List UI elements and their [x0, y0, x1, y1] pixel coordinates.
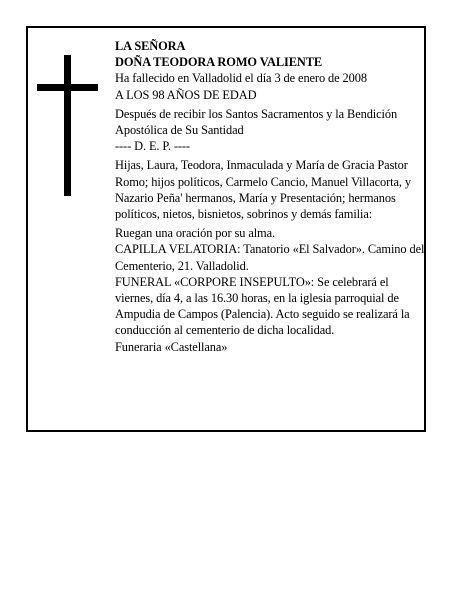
cross-icon-bar — [37, 84, 98, 91]
obituary-text — [115, 38, 427, 355]
cross-icon — [64, 55, 71, 196]
death-info: Ha fallecido en Valladolid el día 3 de enero de 2008 — [115, 71, 367, 86]
sacraments-line: Después de recibir los Santos Sacramentos y la Bendición Apostólica de Su Santidad — [115, 106, 398, 138]
deceased-name: DOÑA TEODORA ROMO VALIENTE — [115, 55, 323, 70]
funeral-paragraph: FUNERAL «CORPORE INSEPULTO»: Se celebrará el viernes, día 4, a las 16.30 horas, en la iglesia parroquial de Ampudia de Campos (Palencia). Acto seguido se realizará la conducción al cementerio de dicha localidad. — [115, 274, 410, 338]
funeral-home: Funeraria «Castellana» — [115, 339, 228, 354]
chapel-paragraph: CAPILLA VELATORIA: Tanatorio «El Salvador». Camino del Cementerio, 21. Valladolid. — [115, 242, 425, 273]
family-paragraph: Hijas, Laura, Teodora, Inmaculada y María de Gracia Pastor Romo; hijos políticos, Carmelo Cancio, Manuel Villacorta, y Nazario Peña' hermanos, María y Presentación; hermanos políticos, nietos, bisnietos, sobrinos y demás familia: — [115, 158, 411, 222]
age-line: A LOS 98 AÑOS DE EDAD — [115, 87, 257, 102]
prayer-line: Ruegan una oración por su alma. — [115, 226, 275, 241]
heading-title: LA SEÑORA — [115, 39, 186, 53]
rip-line: ---- D. E. P. ---- — [115, 139, 190, 154]
